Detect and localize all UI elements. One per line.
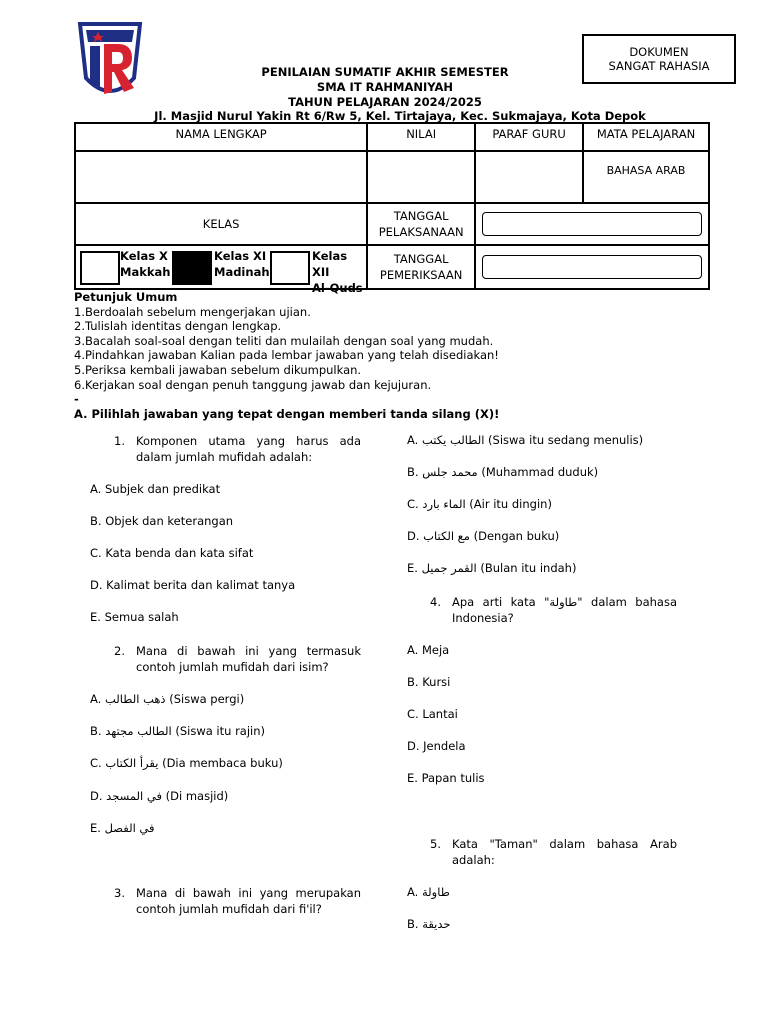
school-name: SMA IT RAHMANIYAH	[316, 80, 454, 94]
execution-date-cell	[475, 203, 709, 245]
q2-option-d[interactable]: D. في المسجد (Di masjid)	[90, 789, 229, 803]
name-field[interactable]	[75, 151, 367, 203]
q4-option-e[interactable]: E. Papan tulis	[407, 771, 485, 785]
execution-date-label-line2: PELAKSANAAN	[378, 225, 464, 239]
q5-option-b[interactable]: B. حديقة	[407, 917, 451, 931]
q1-text: Komponen utama yang harus ada dalam jumlah mufidah adalah:	[136, 434, 361, 464]
q1-option-e[interactable]: E. Semua salah	[90, 610, 179, 624]
class-label: KELAS	[75, 203, 367, 245]
q5-option-a[interactable]: A. طاولة	[407, 885, 450, 899]
q5-number: 5.	[430, 837, 441, 851]
check-date-label	[367, 245, 475, 289]
general-instructions	[74, 290, 694, 407]
class-xi-checkbox[interactable]	[172, 251, 212, 285]
class-xi-label: Kelas XI Madinah	[214, 249, 270, 279]
confidential-line-1: DOKUMEN	[629, 45, 689, 59]
instruction-item: 6.Kerjakan soal dengan penuh tanggung jawab dan kejujuran.	[74, 377, 432, 392]
execution-date-label-line1: TANGGAL	[393, 209, 449, 223]
instruction-item: 1.Berdoalah sebelum mengerjakan ujian.	[74, 304, 311, 319]
q3-option-a[interactable]: A. الطالب يكتب (Siswa itu sedang menulis)	[407, 433, 644, 447]
q3-option-d[interactable]: D. مع الكتاب (Dengan buku)	[407, 529, 560, 543]
q4-text: Apa arti kata "طاولة" dalam bahasa Indonesia?	[452, 595, 677, 625]
check-date-label-line1: TANGGAL	[393, 252, 449, 266]
confidential-line-2: SANGAT RAHASIA	[608, 59, 710, 73]
q5-text: Kata "Taman" dalam bahasa Arab adalah:	[452, 837, 677, 867]
q1-option-d[interactable]: D. Kalimat berita dan kalimat tanya	[90, 578, 296, 592]
q4-option-a[interactable]: A. Meja	[407, 643, 450, 657]
q4-number: 4.	[430, 595, 441, 609]
instruction-item: 5.Periksa kembali jawaban sebelum dikumpulkan.	[74, 362, 362, 377]
instruction-item: 4.Pindahkan jawaban Kalian pada lembar jawaban yang telah disediakan!	[74, 348, 499, 363]
q2-option-a[interactable]: A. ذهب الطالب (Siswa pergi)	[90, 692, 245, 706]
q4-option-d[interactable]: D. Jendela	[407, 739, 466, 753]
academic-year: TAHUN PELAJARAN 2024/2025	[288, 95, 482, 109]
exam-title: PENILAIAN SUMATIF AKHIR SEMESTER	[261, 65, 509, 79]
school-address: Jl. Masjid Nurul Yakin Rt 6/Rw 5, Kel. Tirtajaya, Kec. Sukmajaya, Kota Depok	[154, 109, 646, 123]
q2-option-b[interactable]: B. الطالب مجتهد (Siswa itu rajin)	[90, 724, 266, 738]
execution-date-label	[367, 203, 475, 245]
class-xii-checkbox[interactable]	[270, 251, 310, 285]
q2-text: Mana di bawah ini yang termasuk contoh jumlah mufidah dari isim?	[136, 644, 361, 674]
check-date-field[interactable]	[482, 255, 702, 279]
subject-value: BAHASA ARAB	[583, 151, 709, 203]
check-date-cell	[475, 245, 709, 289]
school-logo	[76, 20, 144, 104]
subject-header: MATA PELAJARAN	[583, 123, 709, 151]
q3-option-b[interactable]: B. محمد جلس (Muhammad duduk)	[407, 465, 599, 479]
score-field[interactable]	[367, 151, 475, 203]
teacher-signature-header: PARAF GURU	[475, 123, 583, 151]
q2-number: 2.	[114, 644, 125, 658]
q3-option-c[interactable]: C. الماء بارد (Air itu dingin)	[407, 497, 552, 511]
execution-date-field[interactable]	[482, 212, 702, 236]
check-date-label-line2: PEMERIKSAAN	[379, 268, 463, 282]
score-header: NILAI	[367, 123, 475, 151]
q3-option-e[interactable]: E. القمر جميل (Bulan itu indah)	[407, 561, 577, 575]
q2-option-c[interactable]: C. يقرأ الكتاب (Dia membaca buku)	[90, 756, 283, 770]
section-a-heading: A. Pilihlah jawaban yang tepat dengan memberi tanda silang (X)!	[74, 407, 500, 421]
q4-option-c[interactable]: C. Lantai	[407, 707, 458, 721]
teacher-signature-field[interactable]	[475, 151, 583, 203]
q1-option-a[interactable]: A. Subjek dan predikat	[90, 482, 221, 496]
instructions-heading: Petunjuk Umum	[74, 290, 178, 304]
instructions-dash: -	[74, 392, 79, 407]
class-x-label: Kelas X Makkah	[120, 249, 171, 279]
class-options	[75, 245, 367, 295]
q3-text: Mana di bawah ini yang merupakan contoh jumlah mufidah dari fi'il?	[136, 886, 361, 916]
q1-option-b[interactable]: B. Objek dan keterangan	[90, 514, 234, 528]
class-x-checkbox[interactable]	[80, 251, 120, 285]
q3-number: 3.	[114, 886, 125, 900]
name-header: NAMA LENGKAP	[75, 123, 367, 151]
identity-table	[74, 122, 710, 295]
q1-option-c[interactable]: C. Kata benda dan kata sifat	[90, 546, 254, 560]
q2-option-e[interactable]: E. في الفصل	[90, 821, 155, 835]
q1-number: 1.	[114, 434, 125, 448]
instruction-item: 2.Tulislah identitas dengan lengkap.	[74, 319, 282, 334]
q4-option-b[interactable]: B. Kursi	[407, 675, 451, 689]
class-xii-label: Kelas XII Al-Quds	[312, 249, 363, 295]
instruction-item: 3.Bacalah soal-soal dengan teliti dan mulailah dengan soal yang mudah.	[74, 333, 494, 348]
